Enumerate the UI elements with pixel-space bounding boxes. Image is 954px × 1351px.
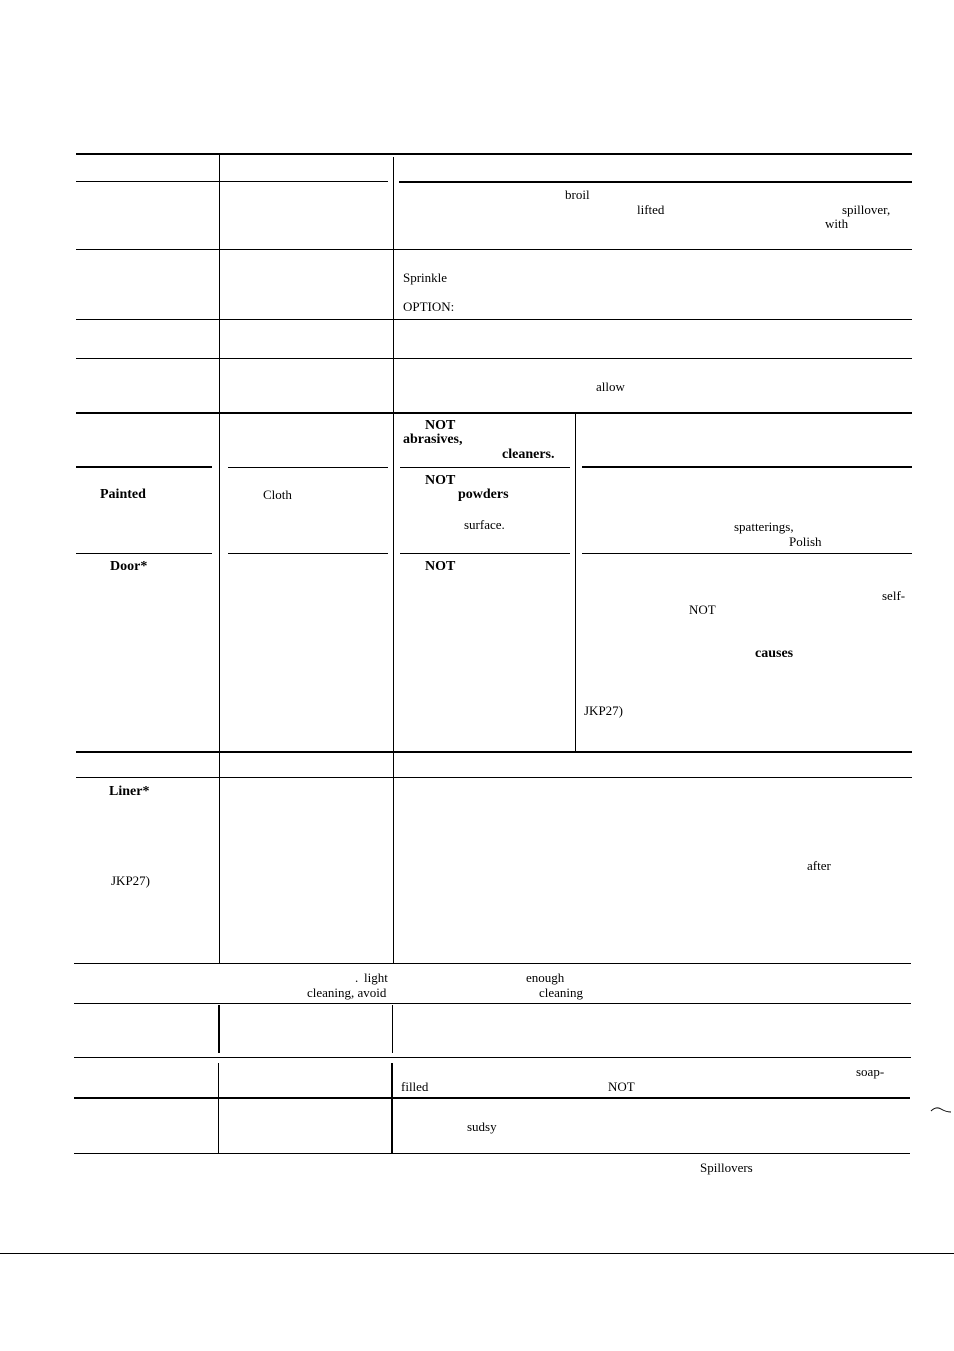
row-rule [76, 777, 912, 778]
row-rule [400, 553, 570, 554]
row-rule [400, 467, 570, 468]
text-fragment: cleaning [539, 985, 584, 1000]
text-fragment: with [825, 216, 849, 231]
column-rule [575, 413, 576, 751]
text-fragment: NOT [425, 473, 456, 488]
text-fragment: broil [565, 187, 590, 202]
text-fragment: spillover, [842, 202, 891, 217]
row-rule [76, 249, 912, 250]
text-fragment: abrasives, [403, 432, 463, 447]
row-rule [74, 963, 911, 964]
text-fragment: lifted [637, 202, 665, 217]
text-fragment: spatterings, [734, 519, 794, 534]
row-rule [76, 751, 912, 753]
row-rule [399, 181, 912, 183]
column-rule [391, 1063, 393, 1154]
text-fragment: powders [458, 487, 509, 502]
text-fragment: JKP27) [584, 703, 624, 718]
text-fragment: enough [526, 970, 565, 985]
text-fragment: self- [882, 588, 906, 603]
text-fragment: JKP27) [111, 873, 151, 888]
row-rule [76, 466, 212, 468]
text-fragment: surface. [464, 517, 505, 532]
text-fragment: filled [401, 1079, 429, 1094]
row-rule [582, 553, 912, 554]
row-label-door: Door* [110, 559, 148, 574]
column-rule [392, 1005, 393, 1053]
row-rule [76, 181, 220, 182]
table-top-rule [76, 153, 912, 155]
text-fragment: . [355, 970, 359, 985]
text-fragment: Polish [789, 534, 822, 549]
text-fragment: OPTION: [403, 299, 455, 314]
column-rule [218, 1063, 219, 1154]
text-fragment: Spillovers [700, 1160, 753, 1175]
column-rule [219, 154, 220, 964]
row-rule [76, 358, 912, 359]
row-rule [76, 553, 212, 554]
row-rule [74, 1003, 911, 1004]
text-fragment: allow [596, 379, 625, 394]
row-rule [76, 319, 912, 320]
text-fragment: Cloth [263, 487, 292, 502]
column-rule [218, 1005, 220, 1053]
row-label-liner: Liner* [109, 784, 150, 799]
text-fragment: soap- [856, 1064, 885, 1079]
text-fragment: light [364, 970, 388, 985]
text-fragment: NOT [689, 602, 716, 617]
row-rule [76, 412, 912, 414]
row-rule [74, 1057, 911, 1058]
column-rule [393, 157, 394, 964]
page-footer-rule [0, 1253, 954, 1254]
row-rule [74, 1097, 910, 1099]
row-rule [582, 466, 912, 468]
text-fragment: Sprinkle [403, 270, 448, 285]
margin-mark-icon [930, 1106, 952, 1114]
text-fragment: cleaning, avoid [307, 985, 387, 1000]
text-fragment: sudsy [467, 1119, 497, 1134]
text-fragment: causes [755, 646, 794, 661]
text-fragment: after [807, 858, 831, 873]
text-fragment: NOT [425, 418, 456, 433]
text-fragment: NOT [425, 559, 456, 574]
row-label-painted: Painted [100, 487, 146, 502]
table-bottom-rule [74, 1153, 910, 1154]
text-fragment: cleaners. [502, 447, 555, 462]
text-fragment: NOT [608, 1079, 635, 1094]
row-rule [228, 553, 388, 554]
row-rule [220, 181, 388, 182]
row-rule [228, 467, 388, 468]
